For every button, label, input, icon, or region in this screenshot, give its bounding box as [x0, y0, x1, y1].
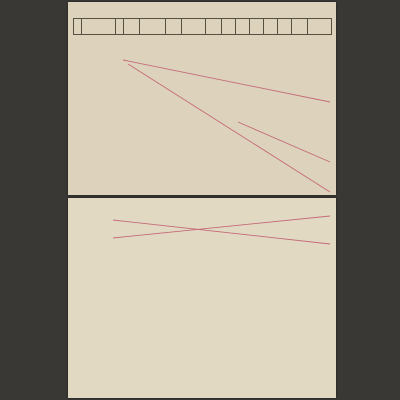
strike-line	[238, 122, 330, 162]
header-cell	[236, 19, 250, 35]
strike-line	[113, 216, 330, 238]
header-cell	[140, 19, 166, 35]
tube-table	[73, 18, 332, 35]
header-cell	[264, 19, 278, 35]
header-cell	[250, 19, 264, 35]
header-cell	[292, 19, 308, 35]
header-cell	[278, 19, 292, 35]
strike-line	[113, 220, 330, 244]
header-cell	[222, 19, 236, 35]
table-header-row	[74, 19, 332, 35]
strike-line	[123, 60, 330, 102]
header-cell	[124, 19, 140, 35]
header-cell	[206, 19, 222, 35]
header-cell	[182, 19, 206, 35]
header-cell	[74, 19, 82, 35]
header-cell	[166, 19, 182, 35]
strike-line	[128, 64, 330, 192]
header-cell	[82, 19, 116, 35]
top-page	[68, 2, 336, 195]
bottom-page	[68, 198, 336, 398]
strike-through-lines	[68, 198, 336, 258]
header-cell	[308, 19, 332, 35]
header-cell	[116, 19, 124, 35]
